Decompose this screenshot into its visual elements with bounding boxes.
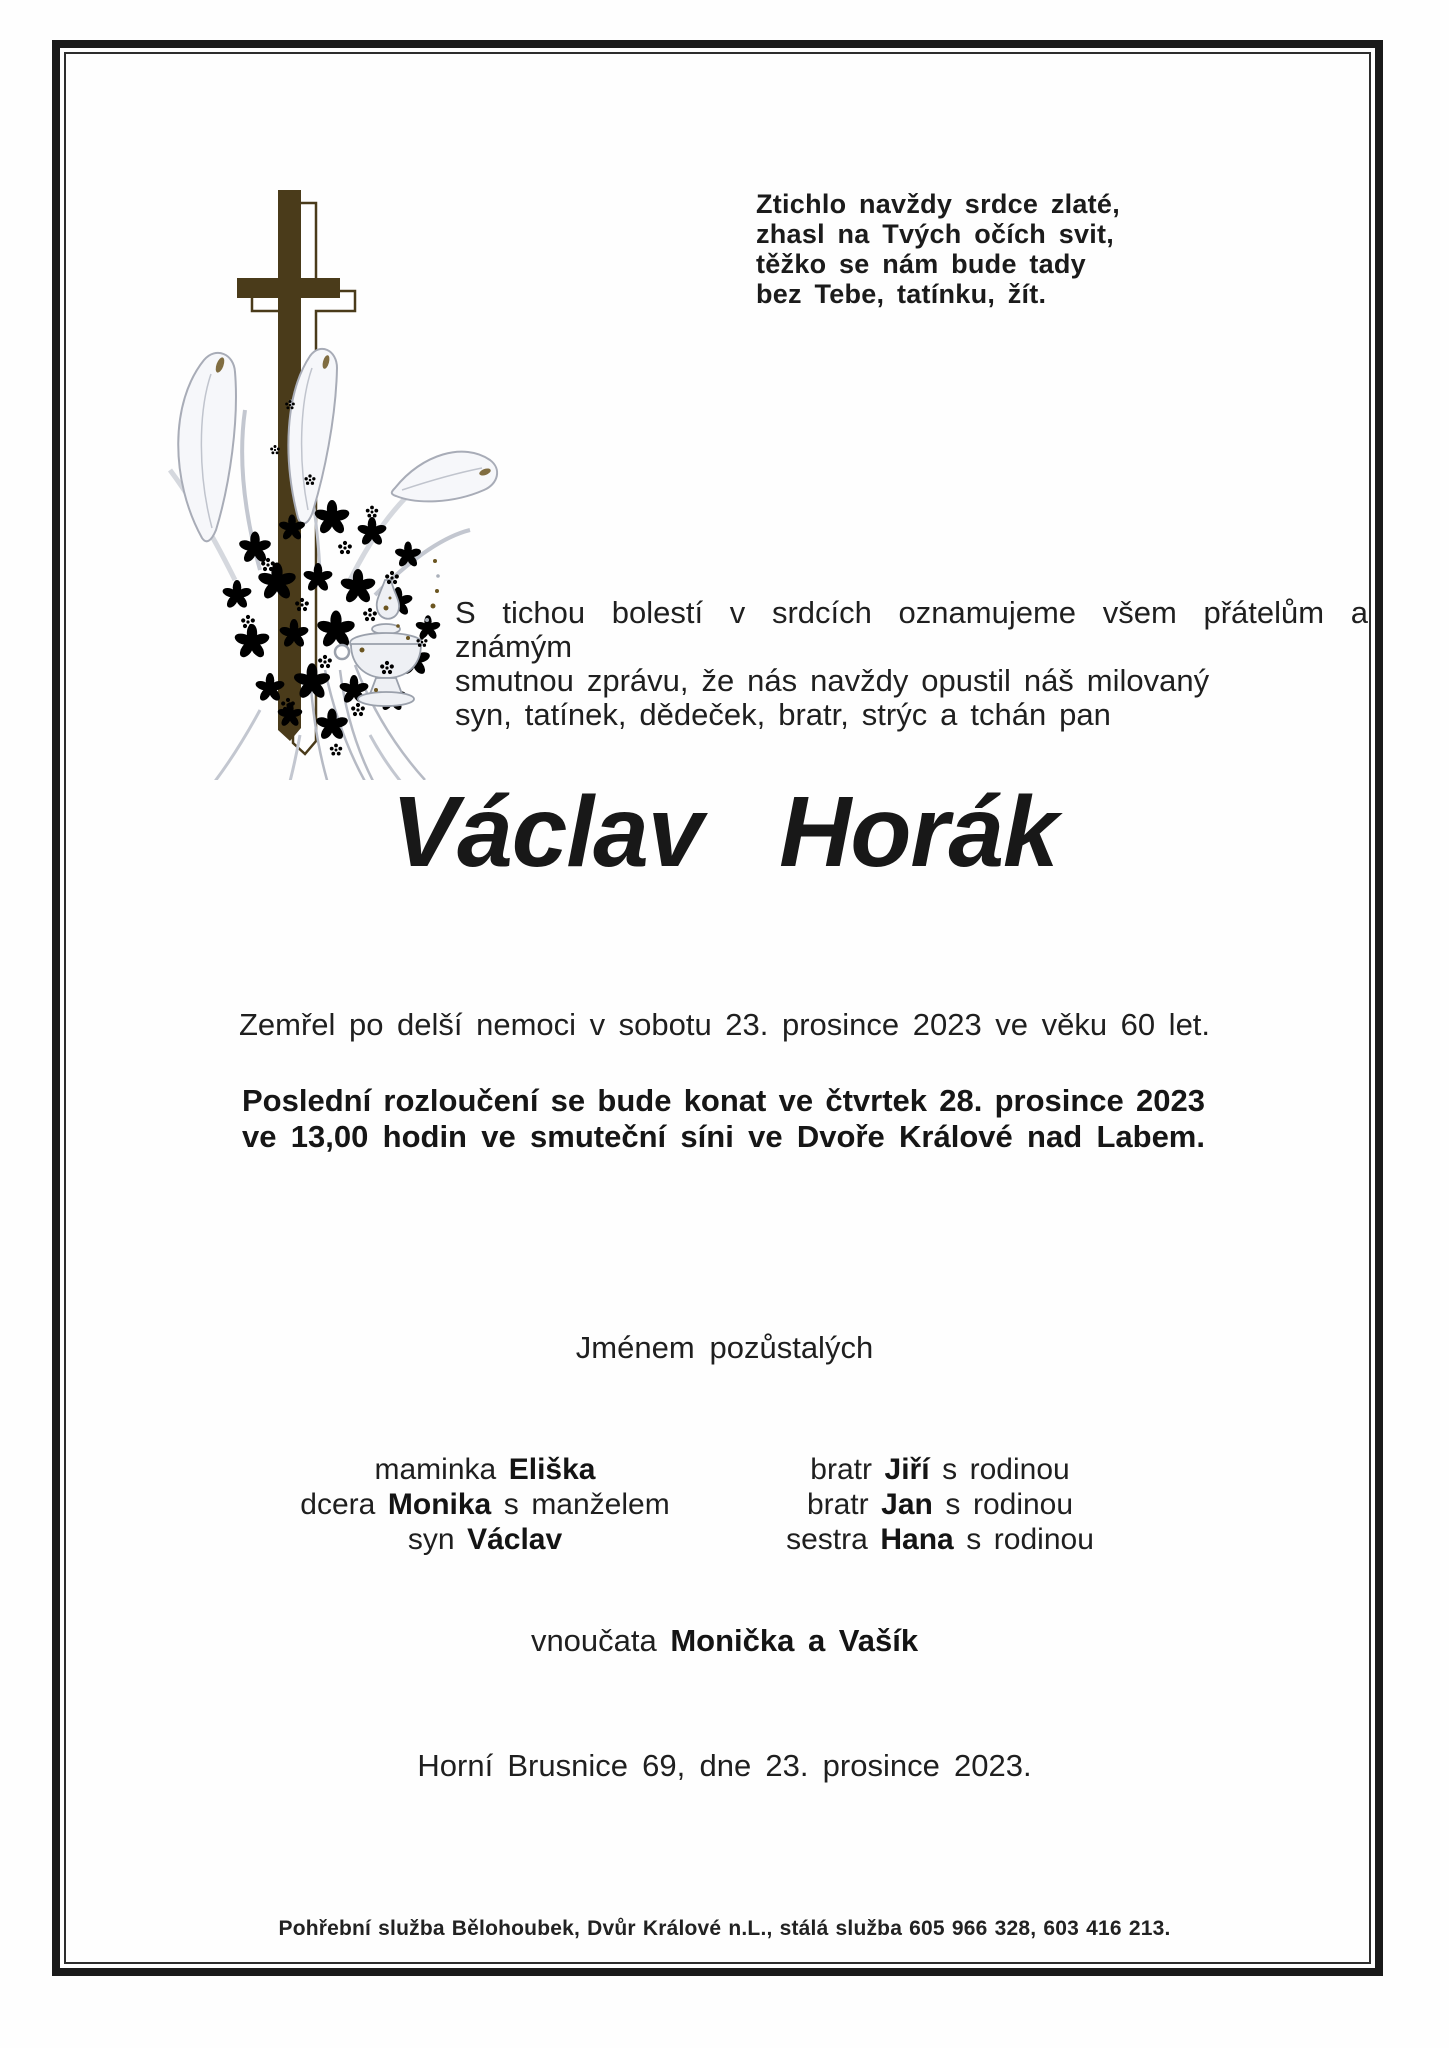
mourners-left-column	[250, 1452, 720, 1557]
funeral-service-footer: Pohřební služba Bělohoubek, Dvůr Králové n.L., stálá služba 605 966 328, 603 416 213.	[278, 1917, 1171, 1940]
mourner-line: syn Václav	[407, 1523, 563, 1556]
farewell-line: Poslední rozloučení se bude konat ve čtvrtek 28. prosince 2023	[242, 1083, 1205, 1118]
announcement-line: smutnou zprávu, že nás navždy opustil náš milovaný	[455, 663, 1210, 698]
mourner-line: bratr Jan s rodinou	[806, 1488, 1074, 1521]
mourner-line: sestra Hana s rodinou	[786, 1523, 1094, 1556]
poem-line: bez Tebe, tatínku, žít.	[756, 279, 1047, 309]
mourner-line: bratr Jiří s rodinou	[810, 1453, 1070, 1486]
opening-poem	[756, 189, 1186, 309]
mourner-line: maminka Eliška	[374, 1453, 596, 1486]
poem-line: těžko se nám bude tady	[756, 249, 1086, 279]
place-date-line: Horní Brusnice 69, dne 23. prosince 2023.	[417, 1748, 1032, 1783]
announcement-line: syn, tatínek, dědeček, bratr, strýc a tchán pan	[455, 697, 1111, 732]
announcement-line: S tichou bolestí v srdcích oznamujeme všem přátelům a známým	[455, 595, 1368, 664]
grandchildren-line: vnoučata Monička a Vašík	[530, 1623, 919, 1658]
mourner-line: dcera Monika s manželem	[300, 1488, 670, 1521]
poem-line: Ztichlo navždy srdce zlaté,	[756, 189, 1120, 219]
deceased-name: Václav Horák	[391, 776, 1058, 888]
farewell-line: ve 13,00 hodin ve smuteční síni ve Dvoře Králové nad Labem.	[242, 1119, 1205, 1154]
announcement-paragraph	[455, 596, 1368, 732]
death-notice: Zemřel po delší nemoci v sobotu 23. prosince 2023 ve věku 60 let.	[238, 1007, 1211, 1042]
poem-line: zhasl na Tvých očích svit,	[756, 219, 1115, 249]
mourners-heading: Jménem pozůstalých	[575, 1330, 874, 1365]
farewell-info	[242, 1083, 1205, 1155]
mourners-right-column	[705, 1452, 1175, 1557]
